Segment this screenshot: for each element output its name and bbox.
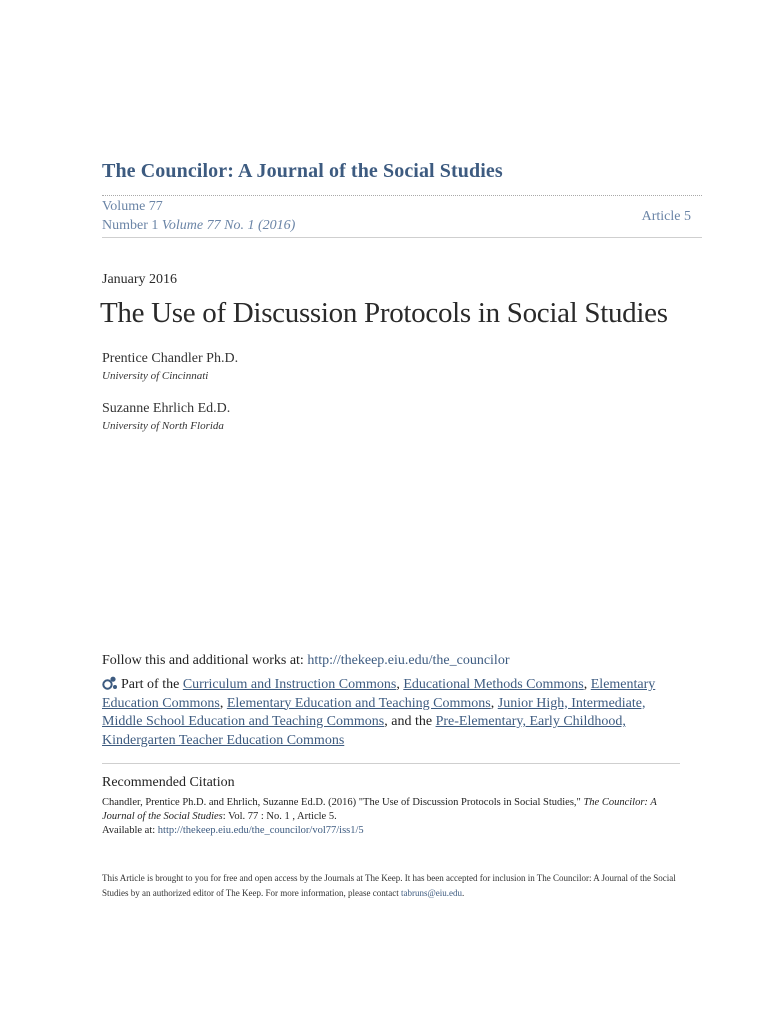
article-title: The Use of Discussion Protocols in Social Studies — [100, 297, 668, 329]
volume-label[interactable]: Volume 77 — [102, 199, 163, 214]
author-affiliation: University of North Florida — [102, 420, 224, 432]
commons-separator: , — [583, 677, 591, 692]
follow-link[interactable]: http://thekeep.eiu.edu/the_councilor — [307, 653, 510, 668]
article-number: Article 5 — [641, 209, 691, 224]
commons-separator: , — [219, 695, 227, 711]
issue-line — [102, 218, 295, 234]
journal-title[interactable]: The Councilor: A Journal of the Social Studies — [102, 160, 503, 182]
commons-link[interactable]: Curriculum and Instruction Commons — [182, 677, 397, 692]
commons-link[interactable]: Educational Methods Commons — [403, 677, 584, 692]
access-notice — [102, 871, 682, 901]
author-affiliation: University of Cincinnati — [102, 370, 209, 382]
commons-and-the: , and the — [384, 714, 436, 730]
commons-link[interactable]: Elementary Education Commons — [102, 677, 656, 711]
network-icon — [102, 676, 118, 690]
part-of-commons — [102, 676, 677, 750]
commons-link[interactable]: Elementary Education and Teaching Commons — [226, 695, 491, 711]
part-of-prefix: Part of the — [121, 677, 183, 692]
meta-divider — [102, 237, 702, 238]
citation-divider — [102, 763, 680, 764]
citation-journal: The Councilor: A Journal of the Social Studies — [102, 797, 657, 822]
citation-body: Chandler, Prentice Ph.D. and Ehrlich, Suzanne Ed.D. (2016) "The Use of Discussion Protocols in Social Studies," — [102, 797, 584, 808]
available-link[interactable]: http://thekeep.eiu.edu/the_councilor/vol77/iss1/5 — [157, 825, 364, 836]
number-label[interactable]: Number 1 — [102, 218, 159, 233]
citation-volume: : Vol. 77 : No. 1 , Article 5. — [222, 811, 337, 822]
publication-date: January 2016 — [102, 272, 178, 287]
commons-separator: , — [490, 695, 498, 711]
author-name[interactable]: Suzanne Ehrlich Ed.D. — [102, 401, 231, 416]
header-divider — [102, 195, 702, 196]
follow-label: Follow this and additional works at: — [102, 653, 308, 668]
author-name[interactable]: Prentice Chandler Ph.D. — [102, 351, 239, 366]
contact-email-link[interactable]: tabruns@eiu.edu — [401, 888, 463, 898]
follow-line — [102, 653, 510, 669]
issue-label[interactable]: Volume 77 No. 1 (2016) — [161, 218, 296, 233]
citation-text — [102, 796, 672, 838]
commons-separator: , — [396, 677, 404, 692]
citation-heading: Recommended Citation — [102, 775, 235, 790]
available-label: Available at: — [102, 825, 158, 836]
commons-link[interactable]: Pre-Elementary, Early Childhood, Kindergarten Teacher Education Commons — [102, 714, 626, 748]
access-end: . — [462, 888, 465, 898]
commons-link[interactable]: Junior High, Intermediate, Middle School Education and Teaching Commons — [102, 695, 646, 730]
access-text: This Article is brought to you for free and open access by the Journals at The Keep. It has been accepted for inclusion in The Councilor: A Journal of the Social Studies by an authorized editor of The Keep. For more information, please contact — [102, 873, 676, 898]
